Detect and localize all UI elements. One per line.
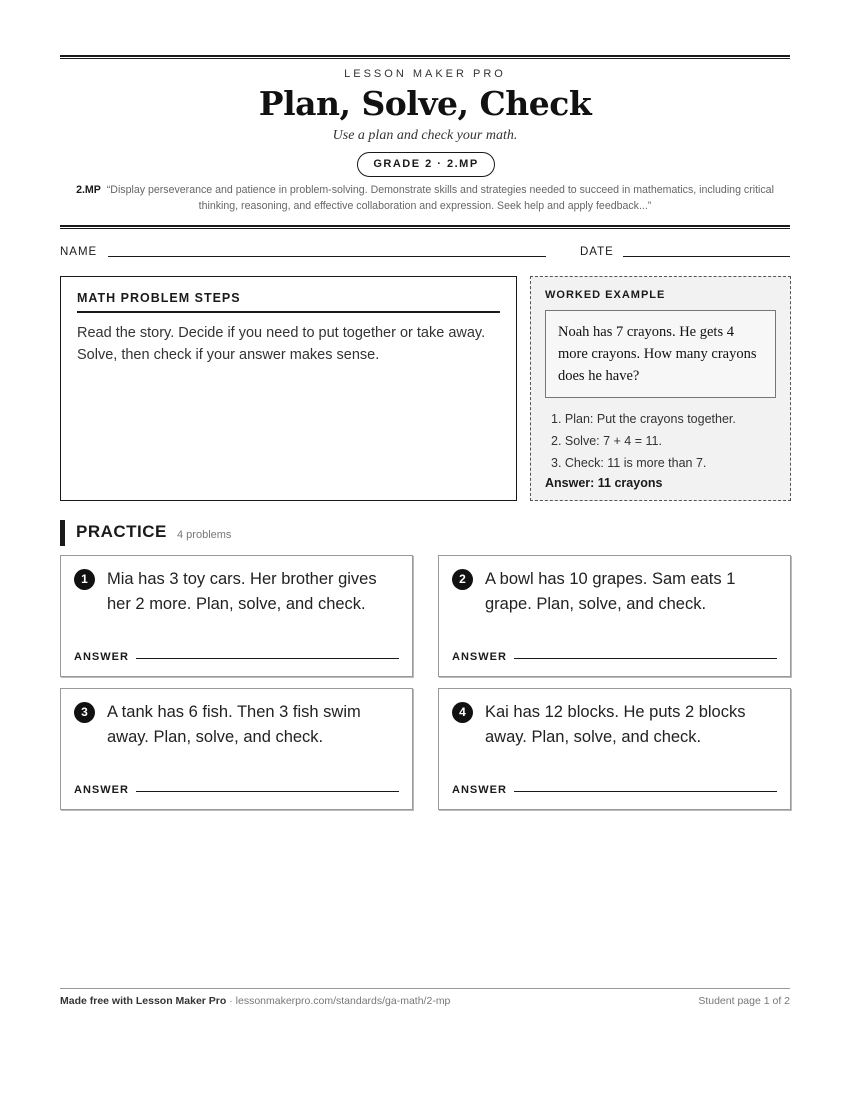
footer-url[interactable]: · lessonmakerpro.com/standards/ga-math/2-mp [226, 995, 451, 1007]
answer-field[interactable] [136, 658, 399, 659]
practice-problem-3 [60, 688, 413, 810]
problem-text: Kai has 12 blocks. He puts 2 blocks away. Plan, solve, and check. [485, 703, 746, 746]
page-title: Plan, Solve, Check [258, 84, 592, 123]
standard-code: 2.MP [76, 184, 101, 196]
practice-problem-1 [60, 555, 413, 677]
worked-example-steps [545, 408, 776, 474]
worked-example-answer: Answer: 11 crayons [545, 476, 663, 490]
footer-page-number: Student page 1 of 2 [698, 995, 790, 1007]
math-steps-text: Read the story. Decide if you need to put together or take away. Solve, then check if your answer makes sense. [77, 325, 486, 363]
problem-text: A bowl has 10 grapes. Sam eats 1 grape. Plan, solve, and check. [485, 570, 736, 613]
answer-label: ANSWER [74, 651, 129, 663]
answer-field[interactable] [136, 791, 399, 792]
standard-description [62, 182, 788, 214]
worked-example-panel [530, 276, 791, 501]
date-field[interactable] [623, 256, 790, 257]
header-bottom-rule [60, 225, 790, 229]
problem-text: A tank has 6 fish. Then 3 fish swim away. Plan, solve, and check. [107, 703, 361, 746]
answer-label: ANSWER [74, 784, 129, 796]
problem-text: Mia has 3 toy cars. Her brother gives her 2 more. Plan, solve, and check. [107, 570, 377, 613]
problem-number-badge: 3 [74, 702, 95, 723]
answer-label: ANSWER [452, 651, 507, 663]
practice-title: PRACTICE [76, 522, 167, 541]
worked-step: 3. Check: 11 is more than 7. [551, 456, 707, 470]
practice-accent-bar [60, 520, 65, 546]
answer-field[interactable] [514, 658, 777, 659]
practice-problem-4 [438, 688, 791, 810]
worked-step: 2. Solve: 7 + 4 = 11. [551, 434, 662, 448]
page-subtitle: Use a plan and check your math. [332, 128, 518, 143]
worked-example-problem: Noah has 7 crayons. He gets 4 more crayons. How many crayons does he have? [545, 310, 776, 398]
name-label: NAME [60, 246, 98, 258]
problem-number-badge: 2 [452, 569, 473, 590]
problem-number-badge: 4 [452, 702, 473, 723]
practice-count: 4 problems [177, 529, 232, 541]
date-label: DATE [580, 246, 614, 258]
worked-step: 1. Plan: Put the crayons together. [551, 412, 736, 426]
math-steps-title: MATH PROBLEM STEPS [77, 291, 500, 313]
brand-name: LESSON MAKER PRO [344, 68, 506, 80]
math-steps-panel [60, 276, 517, 501]
footer-credit [60, 995, 450, 1007]
name-field[interactable] [108, 256, 546, 257]
footer-made-with: Made free with Lesson Maker Pro [60, 995, 227, 1007]
answer-field[interactable] [514, 791, 777, 792]
grade-badge: GRADE 2 · 2.MP [357, 152, 495, 177]
header-top-rule [60, 55, 790, 59]
standard-text: “Display perseverance and patience in problem-solving. Demonstrate skills and strategies needed to succeed in mathematics, including critical thinking, reasoning, and effective collaboration and expression. Seek help and apply feedback...” [106, 184, 774, 212]
answer-label: ANSWER [452, 784, 507, 796]
footer-rule [60, 988, 790, 989]
practice-problem-2 [438, 555, 791, 677]
worked-example-title: WORKED EXAMPLE [545, 289, 666, 301]
problem-number-badge: 1 [74, 569, 95, 590]
